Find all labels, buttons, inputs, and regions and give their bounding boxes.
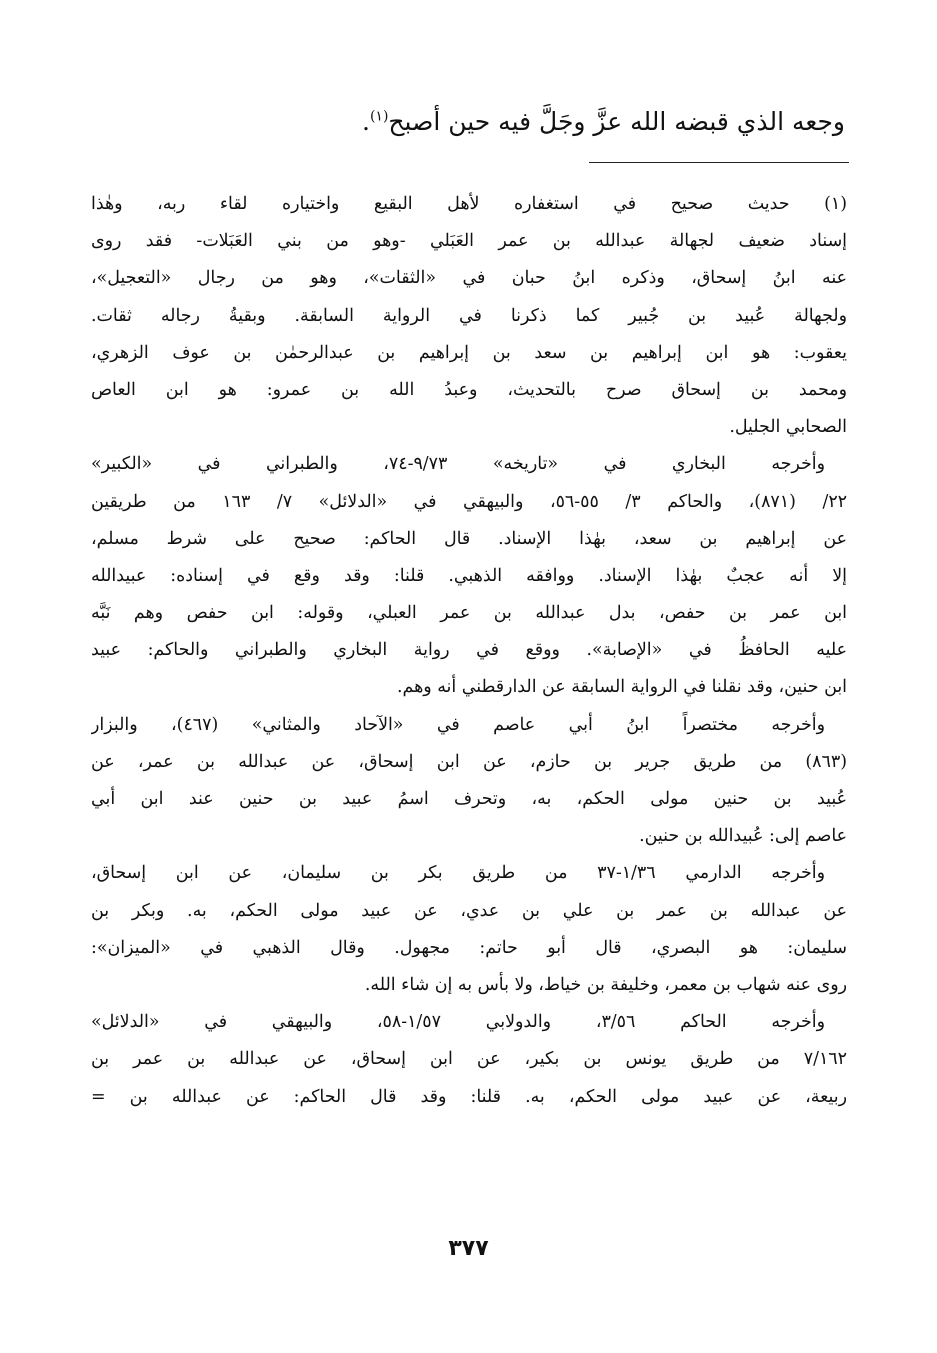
- main-text-end: .: [361, 107, 370, 136]
- footnote-line: عنه ابنُ إسحاق، وذكره ابنُ حبان في «الثقات»، وهو من رجال «التعجيل»،: [91, 268, 847, 289]
- footnote-line: إسناد ضعيف لجهالة عبدالله بن عمر العَبَلي -وهو من بني العَبَلات- فقد روى: [91, 231, 847, 252]
- footnote-paragraph: [91, 1004, 847, 1116]
- footnotes-block: [91, 186, 847, 1116]
- footnote-line: ربيعة، عن عبيد مولى الحكم، به. قلنا: وقد قال الحاكم: عن عبدالله بن =: [91, 1086, 847, 1107]
- footnote-paragraph: [91, 855, 847, 1004]
- footnote-line: عليه الحافظُ في «الإصابة». ووقع في رواية البخاري والطبراني والحاكم: عبيد: [91, 640, 847, 661]
- footnote-line: روى عنه شهاب بن معمر، وخليفة بن خياط، ولا بأس به إن شاء الله.: [364, 974, 847, 995]
- footnote-paragraph: [91, 446, 847, 706]
- footnote-line: الصحابي الجليل.: [729, 417, 847, 438]
- footnote-line: ٧/١٦٢ من طريق يونس بن بكير، عن ابن إسحاق، عن عبدالله بن عمر بن: [91, 1049, 847, 1070]
- footnote-line: (١) حديث صحيح في استغفاره لأهل البقيع واختياره لقاء ربه، وهٰذا: [91, 194, 847, 214]
- footnote-line: إلا أنه عجبٌ بهٰذا الإسناد. ووافقه الذهبي. قلنا: وقد وقع في إسناده: عبيدالله: [91, 565, 847, 586]
- footnote-line: عاصم إلى: عُبيدالله بن حنين.: [639, 826, 847, 847]
- footnote-line: عُبيد بن حنين مولى الحكم، به، وتحرف اسمُ عبيد بن حنين عند ابن أبي: [91, 789, 847, 809]
- main-text: وجعه الذي قبضه الله عزَّ وجَلَّ فيه حين أصبح: [388, 107, 845, 136]
- footnote-paragraph: [91, 186, 847, 446]
- footnote-line: ابن عمر بن حفص، بدل عبدالله بن عمر العبلي، وقوله: ابن حفص وهم نَبَّه: [91, 603, 847, 624]
- footnote-line: سليمان: هو البصري، قال أبو حاتم: مجهول. وقال الذهبي في «الميزان»:: [91, 937, 847, 958]
- footnote-line: ولجهالة عُبيد بن جُبير كما ذكرنا في الرواية السابقة. وبقيةُ رجاله ثقات.: [91, 305, 847, 326]
- footnote-separator: [589, 162, 849, 163]
- footnote-line: وأخرجه الدارمي ١/٣٦-٣٧ من طريق بكر بن سليمان، عن ابن إسحاق،: [91, 863, 825, 884]
- footnote-paragraph: [91, 707, 847, 856]
- footnote-line: وأخرجه الحاكم ٣/٥٦، والدولابي ١/٥٧-٥٨، والبيهقي في «الدلائل»: [91, 1012, 826, 1033]
- footnote-reference: (١): [369, 108, 389, 125]
- footnote-line: (٨٦٣) من طريق جرير بن حازم، عن ابن إسحاق، عن عبدالله بن عمر، عن: [91, 751, 847, 772]
- main-text-line: [85, 100, 845, 144]
- footnote-line: عن إبراهيم بن سعد، بهٰذا الإسناد. قال الحاكم: صحيح على شرط مسلم،: [91, 528, 847, 549]
- footnote-line: يعقوب: هو ابن إبراهيم بن سعد بن إبراهيم بن عبدالرحمٰن بن عوف الزهري،: [91, 342, 847, 363]
- footnote-line: وأخرجه مختصراً ابنُ أبي عاصم في «الآحاد والمثاني» (٤٦٧)، والبزار: [91, 714, 825, 735]
- footnote-line: وأخرجه البخاري في «تاريخه» ٩/٧٣-٧٤، والطبراني في «الكبير»: [91, 454, 825, 475]
- footnote-line: ٢٢/ (٨٧١)، والحاكم ٣/ ٥٥-٥٦، والبيهقي في «الدلائل» ٧/ ١٦٣ من طريقين: [91, 491, 847, 512]
- footnote-line: ومحمد بن إسحاق صرح بالتحديث، وعبدُ الله بن عمرو: هو ابن العاص: [91, 379, 847, 400]
- footnote-line: عن عبدالله بن عمر بن علي بن عدي، عن عبيد مولى الحكم، به. وبكر بن: [91, 900, 847, 921]
- page-number: ٣٧٧: [448, 1236, 489, 1261]
- footnote-line: ابن حنين، وقد نقلنا في الرواية السابقة عن الدارقطني أنه وهم.: [397, 677, 847, 698]
